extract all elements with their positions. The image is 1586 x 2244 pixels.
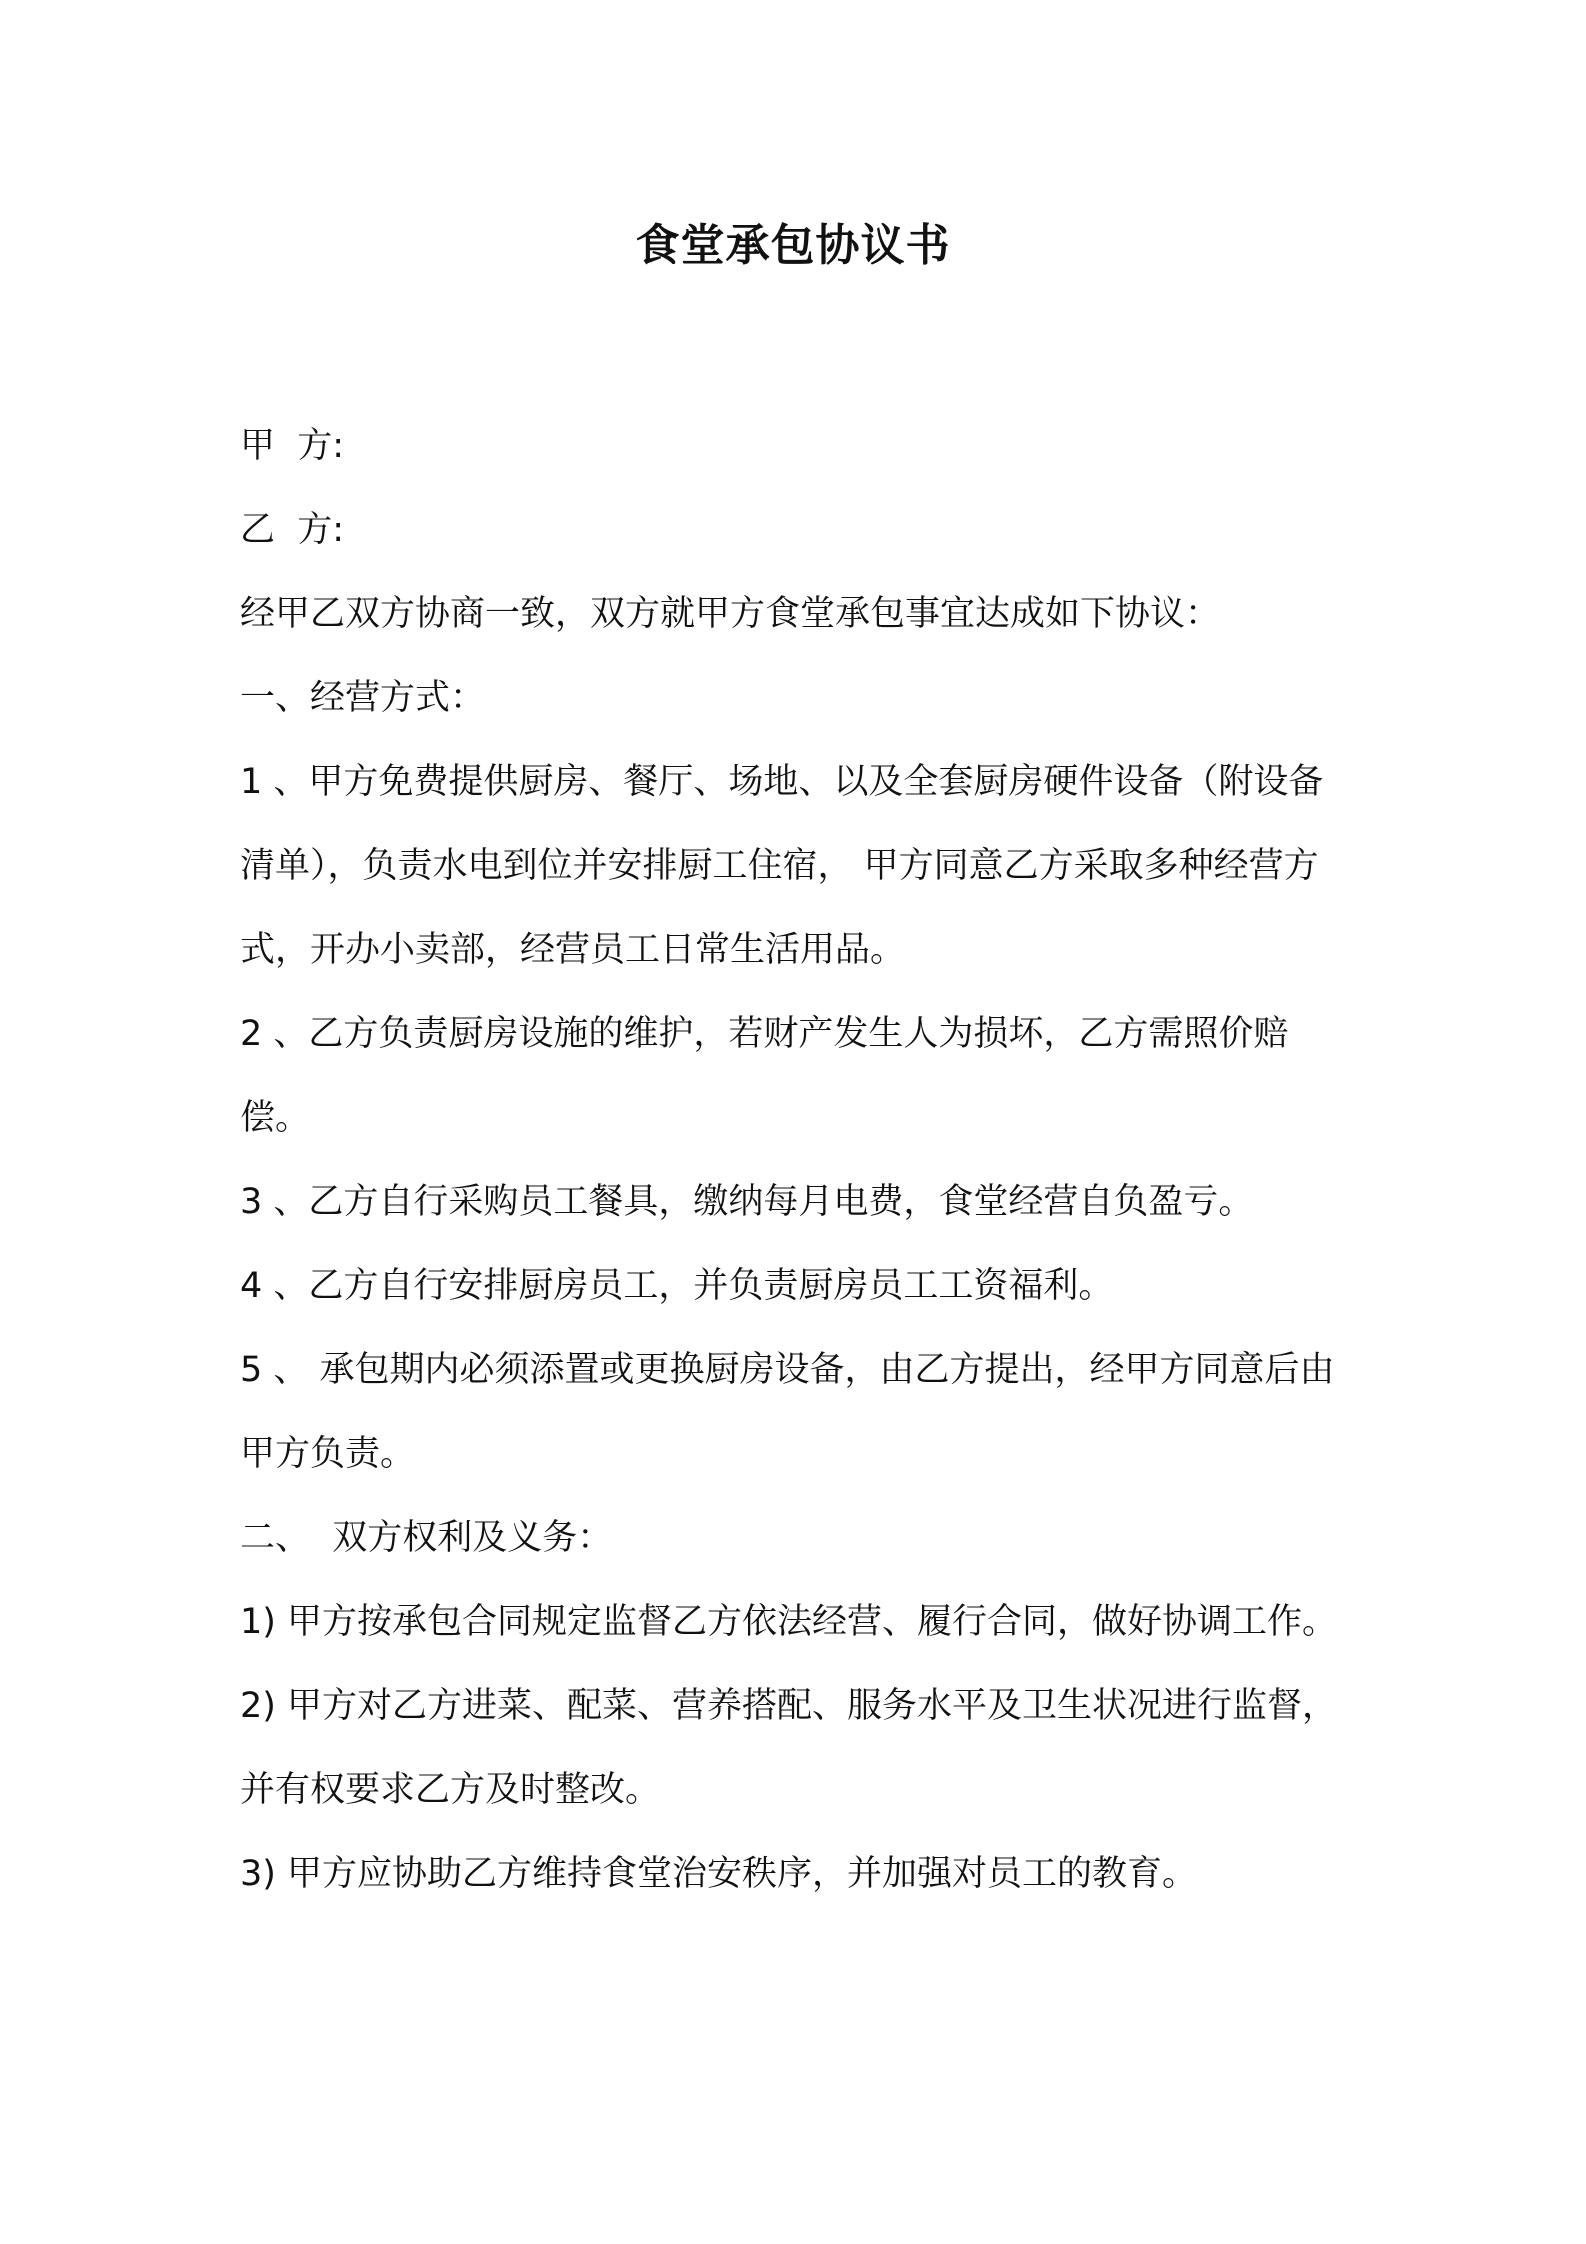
document-title: 食堂承包协议书 [635, 220, 951, 271]
section-1-item-3: 3 、乙方自行采购员工餐具，缴纳每月电费，食堂经营自负盈亏。 [240, 1182, 1254, 1222]
section-2-heading: 二、 双方权利及义务： [240, 1518, 613, 1558]
intro-paragraph: 经甲乙双方协商一致，双方就甲方食堂承包事宜达成如下协议： [240, 594, 1221, 634]
section-1-item-5: 5 、 承包期内必须添置或更换厨房设备，由乙方提出，经甲方同意后由甲方负责。 [240, 1350, 1335, 1474]
document-body [240, 404, 1350, 1916]
party-b-line: 乙 方: [240, 510, 345, 550]
section-2-item-1: 1) 甲方按承包合同规定监督乙方依法经营、履行合同，做好协调工作。 [240, 1602, 1338, 1642]
section-2-item-3: 3) 甲方应协助乙方维持食堂治安秩序，并加强对员工的教育。 [240, 1854, 1198, 1894]
section-1-heading: 一、经营方式： [240, 678, 486, 718]
section-1-item-1: 1 、甲方免费提供厨房、餐厅、场地、以及全套厨房硬件设备（附设备清单），负责水电到位并安排厨工住宿， 甲方同意乙方采取多种经营方式，开办小卖部，经营员工日常生活用品。 [240, 762, 1324, 970]
section-1-item-2: 2 、乙方负责厨房设施的维护，若财产发生人为损坏，乙方需照价赔偿。 [240, 1014, 1289, 1138]
section-2-item-2: 2) 甲方对乙方进菜、配菜、营养搭配、服务水平及卫生状况进行监督，并有权要求乙方及时整改。 [240, 1686, 1338, 1810]
party-a-line: 甲 方: [240, 426, 345, 466]
section-1-item-4: 4 、乙方自行安排厨房员工，并负责厨房员工工资福利。 [240, 1266, 1114, 1306]
